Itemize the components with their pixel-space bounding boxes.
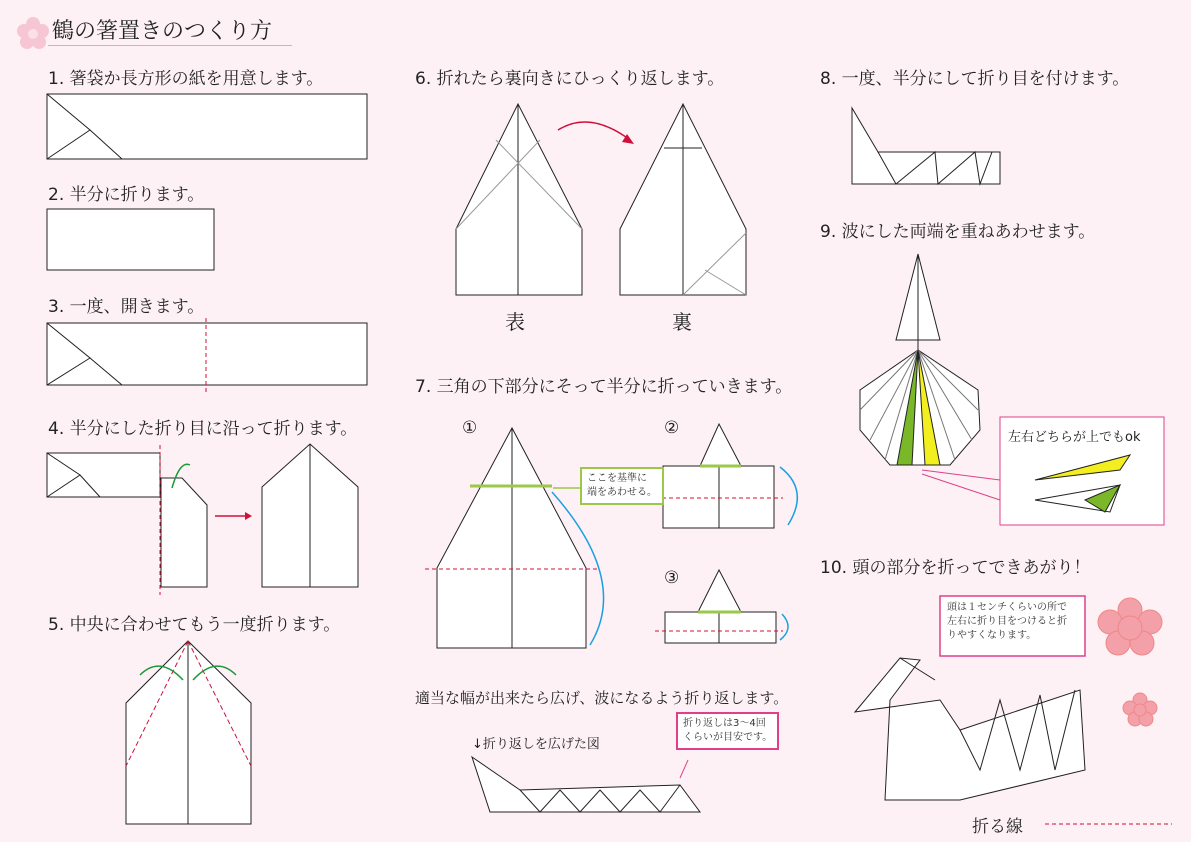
step-3-text: 3. 一度、開きます。 — [48, 297, 205, 317]
step-9-text: 9. 波にした両端を重ねあわせます。 — [820, 222, 1096, 242]
step-10-text: 10. 頭の部分を折ってできあがり！ — [820, 558, 1091, 578]
step-1-diagram — [47, 94, 367, 159]
step-4-text: 4. 半分にした折り目に沿って折ります。 — [48, 419, 358, 439]
step-7-diagram-2 — [655, 424, 797, 528]
step-5-text: 5. 中央に合わせてもう一度折ります。 — [48, 615, 341, 635]
title-flower-icon — [17, 17, 49, 49]
step-7-diagram-1 — [425, 428, 604, 648]
front-label: 表 — [505, 310, 525, 334]
step-7-text: 7. 三角の下部分にそって半分に折っていきます。 — [415, 377, 793, 397]
step-7-diagram-3 — [655, 570, 788, 643]
flower-small-icon — [1123, 693, 1157, 726]
flower-large-icon — [1098, 598, 1162, 655]
step-5-diagram — [126, 641, 251, 824]
number-3: ③ — [664, 568, 680, 588]
back-label: 裏 — [672, 310, 692, 334]
unfolded-diagram — [472, 757, 700, 812]
step-1-text: 1. 箸袋か長方形の紙を用意します。 — [48, 69, 324, 89]
fold-count-note: 折り返しは3〜4回 くらいが目安です。 — [676, 712, 779, 750]
number-2: ② — [664, 418, 680, 438]
page-title: 鶴の箸置きのつくり方 — [52, 19, 273, 44]
step-8-diagram — [852, 108, 1000, 184]
head-note: 頭は１センチくらいの所で 左右に折り目をつけると折 りやすくなります。 — [947, 602, 1067, 641]
step-6-diagram — [456, 104, 746, 295]
legend-label: 折る線 — [972, 817, 1023, 837]
base-note: ここを基準に 端をあわせる。 — [580, 467, 664, 505]
either-note: 左右どちらが上でもok — [1008, 430, 1141, 445]
step-9-diagram — [860, 254, 1164, 525]
step-8-text: 8. 一度、半分にして折り目を付けます。 — [820, 69, 1130, 89]
step-2-text: 2. 半分に折ります。 — [48, 185, 205, 205]
step-7b-text: 適当な幅が出来たら広げ、波になるよう折り返します。 — [415, 689, 789, 707]
step-3-diagram — [47, 318, 367, 392]
step-2-diagram — [47, 209, 214, 270]
unfold-label: ↓折り返しを広げた図 — [472, 737, 600, 752]
step-6-text: 6. 折れたら裏向きにひっくり返します。 — [415, 69, 725, 89]
number-1: ① — [462, 418, 478, 438]
step-4-diagram — [47, 444, 358, 595]
